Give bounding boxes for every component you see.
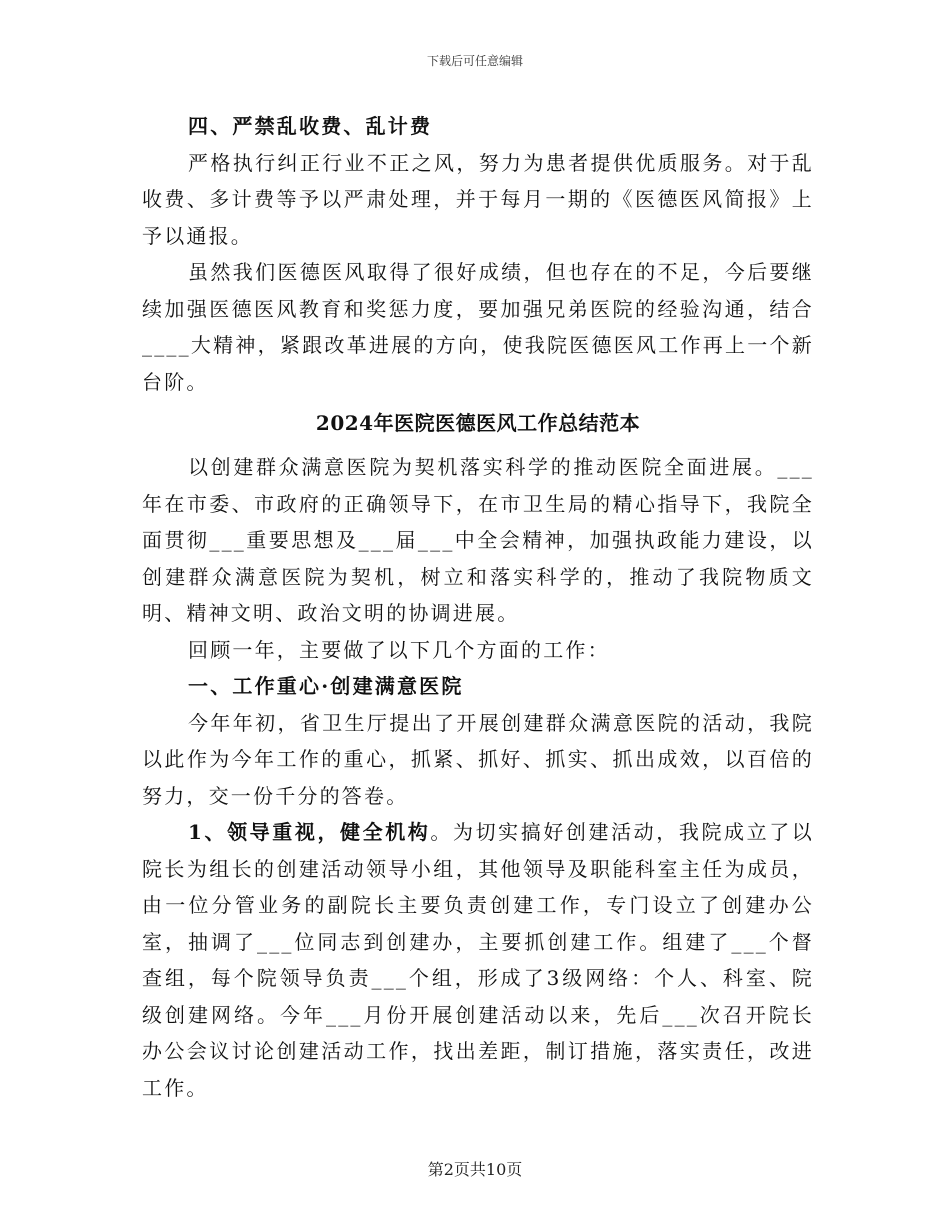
- section1-subsection-1: [142, 814, 814, 1106]
- review-paragraph: 回顾一年，主要做了以下几个方面的工作：: [188, 637, 610, 662]
- section4-paragraph-2: 虽然我们医德医风取得了很好成绩，但也存在的不足，今后要继续加强医德医风教育和奖惩力度，要加强兄弟医院的经验沟通，结合____大精神，紧跟改革进展的方向，使我院医德医风工作再上一个新台阶。: [142, 260, 814, 394]
- section4-paragraph-1: 严格执行纠正行业不正之风，努力为患者提供优质服务。对于乱收费、多计费等予以严肃处理，并于每月一期的《医德医风简报》上予以通报。: [142, 150, 814, 248]
- subsection-1-title: 1、领导重视，健全机构: [188, 820, 431, 844]
- document-title: 2024年医院医德医风工作总结范本: [315, 411, 641, 435]
- section4-heading: 四、严禁乱收费、乱计费: [188, 114, 433, 138]
- document-body: [142, 108, 814, 1106]
- intro-paragraph: 以创建群众满意医院为契机落实科学的推动医院全面进展。___年在市委、市政府的正确领导下，在市卫生局的精心指导下，我院全面贯彻___重要思想及___届___中全会精神，加强执政能力建设，以创建群众满意医院为契机，树立和落实科学的，推动了我院物质文明、精神文明、政治文明的协调进展。: [142, 455, 814, 625]
- page-number: 第2页共10页: [427, 1160, 523, 1179]
- section1-paragraph-1: 今年年初，省卫生厅提出了开展创建群众满意医院的活动，我院以此作为今年工作的重心，抓紧、抓好、抓实、抓出成效，以百倍的努力，交一份千分的答卷。: [142, 710, 814, 808]
- section1-heading: 一、工作重心·创建满意医院: [188, 674, 464, 698]
- header-note: 下载后可任意编辑: [426, 54, 523, 68]
- subsection-1-text: 。为切实搞好创建活动，我院成立了以院长为组长的创建活动领导小组，其他领导及职能科室主任为成员，由一位分管业务的副院长主要负责创建工作，专门设立了创建办公室，抽调了___位同志到创建办，主要抓创建工作。组建了___个督查组，每个院领导负责___个组，形成了3级网络：个人、科室、院级创建网络。今年___月份开展创建活动以来，先后___次召开院长办公会议讨论创建活动工作，找出差距，制订措施，落实责任，改进工作。: [142, 820, 814, 1100]
